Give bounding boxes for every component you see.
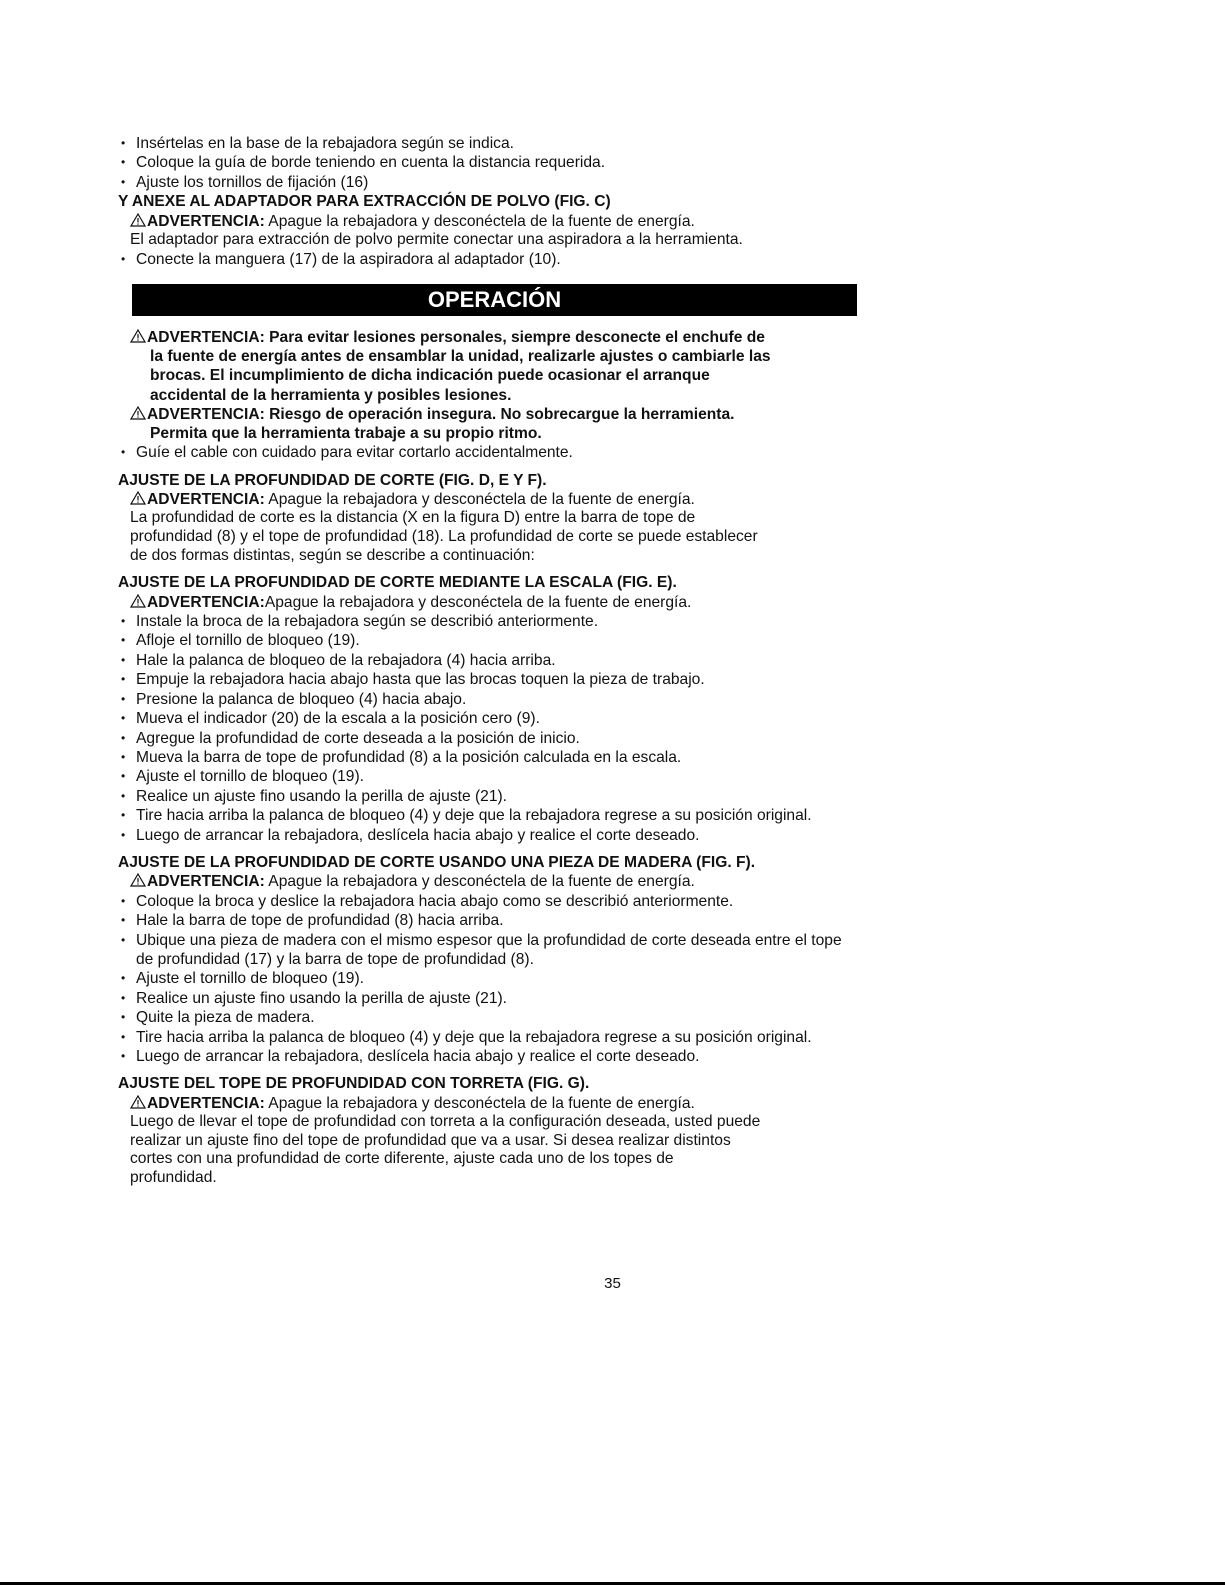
warning-triangle-icon bbox=[130, 873, 146, 887]
warning-text: Permita que la herramienta trabaje a su propio ritmo. bbox=[150, 425, 542, 443]
warning-text: Apague la rebajadora y desconéctela de la fuente de energía. bbox=[264, 212, 695, 230]
paragraph: profundidad. bbox=[130, 1169, 217, 1186]
section-heading: AJUSTE DEL TOPE DE PROFUNDIDAD CON TORRETA (FIG. G). bbox=[118, 1075, 590, 1093]
list-item: • Realice un ajuste fino usando la perilla de ajuste (21). bbox=[118, 787, 858, 806]
section-title-bar: OPERACIÓN bbox=[132, 284, 857, 316]
list-item: • Luego de arrancar la rebajadora, deslícela hacia abajo y realice el corte deseado. bbox=[118, 1047, 858, 1066]
list-item: • Ajuste los tornillos de fijación (16) bbox=[118, 173, 858, 192]
warning-triangle-icon bbox=[130, 594, 146, 608]
warning-label: ADVERTENCIA: bbox=[147, 491, 265, 509]
list-item: • Realice un ajuste fino usando la perilla de ajuste (21). bbox=[118, 989, 858, 1008]
list-item: • Ajuste el tornillo de bloqueo (19). bbox=[118, 969, 858, 988]
warning-text: ADVERTENCIA: Para evitar lesiones personales, siempre desconecte el enchufe de bbox=[147, 329, 765, 347]
list-item: • Mueva la barra de tope de profundidad (8) a la posición calculada en la escala. bbox=[118, 748, 858, 767]
list-item: • Tire hacia arriba la palanca de bloqueo (4) y deje que la rebajadora regrese a su posición original. bbox=[118, 806, 858, 825]
section-heading: AJUSTE DE LA PROFUNDIDAD DE CORTE (FIG. D, E Y F). bbox=[118, 471, 547, 489]
paragraph: Luego de llevar el tope de profundidad con torreta a la configuración deseada, usted puede bbox=[130, 1113, 761, 1131]
warning-line bbox=[118, 1094, 858, 1113]
list-item: • Insértelas en la base de la rebajadora según se indica. bbox=[118, 134, 858, 153]
paragraph: El adaptador para extracción de polvo permite conectar una aspiradora a la herramienta. bbox=[130, 231, 743, 249]
warning-text: Apague la rebajadora y desconéctela de la fuente de energía. bbox=[264, 1094, 695, 1112]
warning-line bbox=[118, 593, 858, 612]
list-item: • Hale la barra de tope de profundidad (8) hacia arriba. bbox=[118, 911, 858, 930]
paragraph: profundidad (8) y el tope de profundidad (18). La profundidad de corte se puede establecer bbox=[130, 528, 758, 546]
warning-triangle-icon bbox=[130, 329, 146, 343]
warning-text: Apague la rebajadora y desconéctela de la fuente de energía. bbox=[264, 593, 692, 611]
list-item: • Guíe el cable con cuidado para evitar cortarlo accidentalmente. bbox=[118, 443, 858, 462]
list-item: • Coloque la guía de borde teniendo en cuenta la distancia requerida. bbox=[118, 153, 858, 172]
warning-text: Apague la rebajadora y desconéctela de la fuente de energía. bbox=[264, 873, 695, 891]
manual-page bbox=[118, 134, 858, 1188]
paragraph: cortes con una profundidad de corte diferente, ajuste cada uno de los topes de bbox=[130, 1150, 674, 1168]
warning-text: la fuente de energía antes de ensamblar la unidad, realizarle ajustes o cambiarle las bbox=[150, 348, 771, 366]
list-item: • Ubique una pieza de madera con el mismo espesor que la profundidad de corte deseada entre el tope de profundidad (17) y la barra de tope de profundidad (8). bbox=[118, 931, 858, 970]
warning-label: ADVERTENCIA: bbox=[147, 212, 265, 230]
paragraph: de dos formas distintas, según se describe a continuación: bbox=[130, 546, 535, 564]
operation-warning-1 bbox=[118, 328, 858, 405]
list-item: • Quite la pieza de madera. bbox=[118, 1008, 858, 1027]
warning-line bbox=[118, 872, 858, 891]
warning-label: ADVERTENCIA: bbox=[147, 1094, 265, 1112]
list-item: • Afloje el tornillo de bloqueo (19). bbox=[118, 631, 858, 650]
warning-line bbox=[118, 490, 858, 509]
step-list bbox=[118, 892, 858, 1067]
step-list bbox=[118, 612, 858, 845]
warning-triangle-icon bbox=[130, 491, 146, 505]
paragraph: La profundidad de corte es la distancia (X en la figura D) entre la barra de tope de bbox=[130, 509, 696, 527]
warning-triangle-icon bbox=[130, 406, 146, 420]
paragraph: realizar un ajuste fino del tope de profundidad que va a usar. Si desea realizar distintos bbox=[130, 1131, 731, 1149]
operation-warning-2 bbox=[118, 405, 858, 443]
warning-triangle-icon bbox=[130, 213, 146, 227]
list-item: • Luego de arrancar la rebajadora, deslícela hacia abajo y realice el corte deseado. bbox=[118, 826, 858, 845]
list-item: • Coloque la broca y deslice la rebajadora hacia abajo como se describió anteriormente. bbox=[118, 892, 858, 911]
section-heading: AJUSTE DE LA PROFUNDIDAD DE CORTE MEDIANTE LA ESCALA (FIG. E). bbox=[118, 574, 677, 592]
list-item: • Agregue la profundidad de corte deseada a la posición de inicio. bbox=[118, 729, 858, 748]
page-number: 35 bbox=[604, 1275, 621, 1292]
list-item: • Conecte la manguera (17) de la aspiradora al adaptador (10). bbox=[118, 250, 858, 269]
warning-label: ADVERTENCIA: bbox=[147, 593, 265, 611]
list-item: • Mueva el indicador (20) de la escala a la posición cero (9). bbox=[118, 709, 858, 728]
list-item: • Empuje la rebajadora hacia abajo hasta que las brocas toquen la pieza de trabajo. bbox=[118, 670, 858, 689]
warning-line bbox=[118, 212, 858, 231]
list-item: • Hale la palanca de bloqueo de la rebajadora (4) hacia arriba. bbox=[118, 651, 858, 670]
list-item: • Presione la palanca de bloqueo (4) hacia abajo. bbox=[118, 690, 858, 709]
warning-label: ADVERTENCIA: bbox=[147, 873, 265, 891]
warning-text: ADVERTENCIA: Riesgo de operación insegura. No sobrecargue la herramienta. bbox=[147, 405, 735, 423]
list-item: • Tire hacia arriba la palanca de bloqueo (4) y deje que la rebajadora regrese a su posición original. bbox=[118, 1028, 858, 1047]
warning-text: brocas. El incumplimiento de dicha indicación puede ocasionar el arranque bbox=[150, 367, 710, 385]
warning-text: accidental de la herramienta y posibles lesiones. bbox=[150, 386, 512, 404]
section-heading: Y ANEXE AL ADAPTADOR PARA EXTRACCIÓN DE POLVO (FIG. C) bbox=[118, 193, 611, 211]
section-heading: AJUSTE DE LA PROFUNDIDAD DE CORTE USANDO UNA PIEZA DE MADERA (FIG. F). bbox=[118, 853, 756, 871]
warning-text: Apague la rebajadora y desconéctela de la fuente de energía. bbox=[264, 491, 695, 509]
list-item: • Ajuste el tornillo de bloqueo (19). bbox=[118, 767, 858, 786]
warning-triangle-icon bbox=[130, 1095, 146, 1109]
list-item: • Instale la broca de la rebajadora según se describió anteriormente. bbox=[118, 612, 858, 631]
